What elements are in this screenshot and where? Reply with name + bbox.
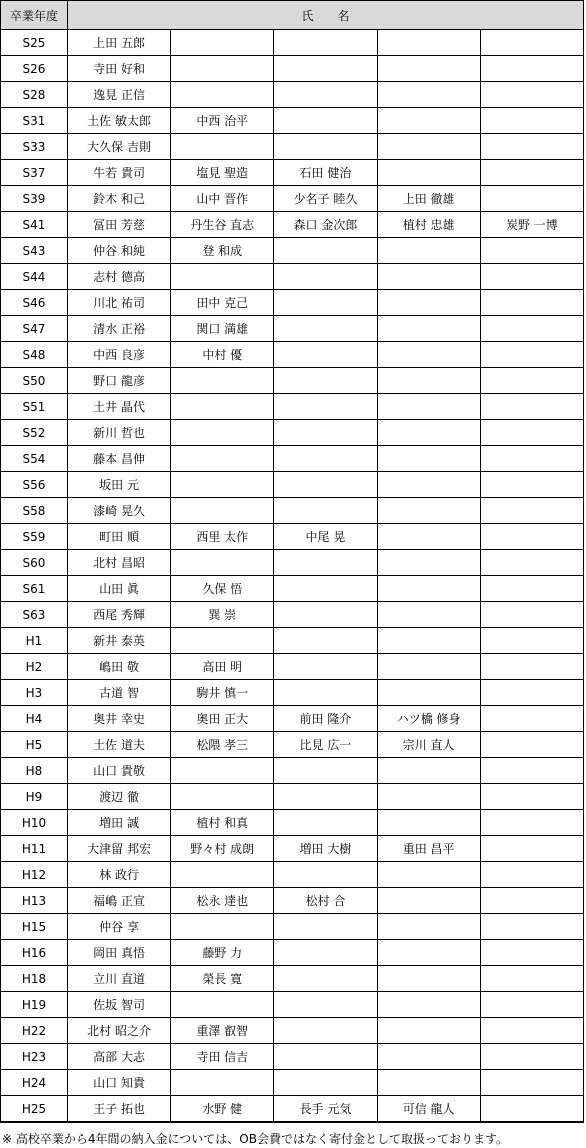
name-cell: [480, 56, 583, 82]
year-cell: H3: [1, 680, 68, 706]
name-cell: [274, 654, 377, 680]
name-cell: 土井 晶代: [68, 394, 171, 420]
year-cell: H10: [1, 810, 68, 836]
name-cell: [377, 472, 480, 498]
table-row: [1, 290, 584, 316]
name-cell: 少名子 睦久: [274, 186, 377, 212]
table-row: [1, 628, 584, 654]
name-cell: 川北 祐司: [68, 290, 171, 316]
name-cell: [377, 30, 480, 56]
name-cell: [171, 30, 274, 56]
name-cell: 中村 優: [171, 342, 274, 368]
year-cell: H15: [1, 914, 68, 940]
name-cell: 土佐 道夫: [68, 732, 171, 758]
name-cell: 嶋田 敬: [68, 654, 171, 680]
name-cell: [274, 446, 377, 472]
name-cell: [274, 108, 377, 134]
name-cell: 漆崎 晃久: [68, 498, 171, 524]
year-cell: S41: [1, 212, 68, 238]
table-row: [1, 1096, 584, 1123]
name-cell: [377, 654, 480, 680]
name-cell: [480, 134, 583, 160]
year-cell: S58: [1, 498, 68, 524]
year-cell: S33: [1, 134, 68, 160]
name-cell: [480, 30, 583, 56]
table-row: [1, 524, 584, 550]
name-cell: [274, 238, 377, 264]
name-cell: [480, 472, 583, 498]
year-cell: S63: [1, 602, 68, 628]
name-cell: [171, 784, 274, 810]
name-cell: 塩見 聖造: [171, 160, 274, 186]
name-cell: [274, 862, 377, 888]
name-cell: [171, 56, 274, 82]
name-cell: [274, 1044, 377, 1070]
year-cell: S39: [1, 186, 68, 212]
table-row: [1, 940, 584, 966]
year-cell: S25: [1, 30, 68, 56]
year-cell: S50: [1, 368, 68, 394]
table-header-row: [1, 1, 584, 30]
year-cell: H8: [1, 758, 68, 784]
name-cell: [480, 888, 583, 914]
name-cell: [171, 82, 274, 108]
name-cell: 仲谷 享: [68, 914, 171, 940]
name-cell: [377, 394, 480, 420]
name-cell: [480, 394, 583, 420]
year-cell: H4: [1, 706, 68, 732]
table-row: [1, 472, 584, 498]
year-cell: S47: [1, 316, 68, 342]
name-cell: 清水 正裕: [68, 316, 171, 342]
table-row: [1, 264, 584, 290]
name-cell: 松永 達也: [171, 888, 274, 914]
year-cell: H5: [1, 732, 68, 758]
name-cell: [480, 628, 583, 654]
name-cell: [274, 290, 377, 316]
name-cell: [274, 628, 377, 654]
name-cell: [377, 602, 480, 628]
name-cell: [377, 1070, 480, 1096]
table-row: [1, 680, 584, 706]
name-cell: [377, 134, 480, 160]
name-cell: ハツ橋 修身: [377, 706, 480, 732]
year-cell: H16: [1, 940, 68, 966]
table-row: [1, 862, 584, 888]
name-cell: 増田 大樹: [274, 836, 377, 862]
name-cell: [377, 1044, 480, 1070]
year-cell: S26: [1, 56, 68, 82]
name-cell: [274, 368, 377, 394]
table-row: [1, 836, 584, 862]
name-cell: [480, 862, 583, 888]
table-row: [1, 966, 584, 992]
name-cell: [377, 862, 480, 888]
name-cell: [377, 940, 480, 966]
name-cell: 坂田 元: [68, 472, 171, 498]
name-cell: [274, 1018, 377, 1044]
name-cell: [377, 264, 480, 290]
table-row: [1, 368, 584, 394]
name-cell: [274, 550, 377, 576]
table-row: [1, 316, 584, 342]
name-cell: [274, 316, 377, 342]
year-cell: S43: [1, 238, 68, 264]
name-cell: 山田 眞: [68, 576, 171, 602]
name-cell: [171, 420, 274, 446]
name-cell: 巽 崇: [171, 602, 274, 628]
name-cell: 中尾 晃: [274, 524, 377, 550]
year-cell: S37: [1, 160, 68, 186]
name-cell: [171, 472, 274, 498]
name-cell: [377, 576, 480, 602]
name-cell: 西尾 秀輝: [68, 602, 171, 628]
name-cell: 高部 大志: [68, 1044, 171, 1070]
name-cell: [480, 836, 583, 862]
name-cell: 上田 徹雄: [377, 186, 480, 212]
name-cell: [171, 992, 274, 1018]
name-cell: [480, 108, 583, 134]
name-cell: [171, 862, 274, 888]
name-cell: [377, 524, 480, 550]
year-cell: H2: [1, 654, 68, 680]
name-cell: 水野 健: [171, 1096, 274, 1123]
name-cell: 土佐 敏太郎: [68, 108, 171, 134]
name-cell: 新川 哲也: [68, 420, 171, 446]
name-cell: [480, 706, 583, 732]
name-cell: 町田 順: [68, 524, 171, 550]
name-cell: 前田 隆介: [274, 706, 377, 732]
name-cell: 田中 克己: [171, 290, 274, 316]
name-cell: [480, 550, 583, 576]
table-row: [1, 56, 584, 82]
name-cell: [274, 30, 377, 56]
name-cell: [480, 238, 583, 264]
name-cell: [377, 966, 480, 992]
name-cell: [480, 420, 583, 446]
name-cell: 植村 和真: [171, 810, 274, 836]
name-cell: 中西 治平: [171, 108, 274, 134]
name-cell: [377, 316, 480, 342]
name-cell: [480, 758, 583, 784]
name-cell: [377, 160, 480, 186]
name-cell: [171, 394, 274, 420]
name-cell: 牛若 貴司: [68, 160, 171, 186]
name-cell: [377, 498, 480, 524]
name-cell: [171, 914, 274, 940]
name-cell: [480, 602, 583, 628]
name-cell: [377, 56, 480, 82]
name-cell: 岡田 真悟: [68, 940, 171, 966]
name-cell: [171, 368, 274, 394]
name-cell: [480, 316, 583, 342]
name-cell: [377, 108, 480, 134]
name-cell: 藤野 力: [171, 940, 274, 966]
name-cell: [480, 368, 583, 394]
name-cell: 大久保 吉則: [68, 134, 171, 160]
name-cell: 志村 德高: [68, 264, 171, 290]
year-cell: S60: [1, 550, 68, 576]
name-cell: [377, 82, 480, 108]
name-cell: [480, 446, 583, 472]
table-row: [1, 1018, 584, 1044]
name-cell: [274, 1070, 377, 1096]
name-cell: [377, 784, 480, 810]
table-row: [1, 342, 584, 368]
name-cell: [274, 264, 377, 290]
year-cell: S31: [1, 108, 68, 134]
name-cell: 渡辺 徹: [68, 784, 171, 810]
name-cell: 仲谷 和純: [68, 238, 171, 264]
name-cell: [480, 342, 583, 368]
name-cell: 逸見 正信: [68, 82, 171, 108]
name-cell: 山口 貴敬: [68, 758, 171, 784]
name-cell: [274, 82, 377, 108]
name-cell: [480, 914, 583, 940]
name-cell: [171, 446, 274, 472]
name-cell: 林 政行: [68, 862, 171, 888]
year-cell: S61: [1, 576, 68, 602]
name-cell: [377, 758, 480, 784]
name-cell: 重澤 叡智: [171, 1018, 274, 1044]
name-cell: 比見 広一: [274, 732, 377, 758]
name-cell: [274, 394, 377, 420]
name-cell: 福嶋 正宣: [68, 888, 171, 914]
name-cell: [377, 368, 480, 394]
name-cell: [480, 1070, 583, 1096]
table-row: [1, 82, 584, 108]
table-row: [1, 30, 584, 56]
table-row: [1, 992, 584, 1018]
table-row: [1, 758, 584, 784]
name-cell: [171, 550, 274, 576]
name-cell: 山中 晋作: [171, 186, 274, 212]
table-row: [1, 212, 584, 238]
name-cell: [480, 680, 583, 706]
name-cell: [480, 264, 583, 290]
year-cell: S56: [1, 472, 68, 498]
name-cell: 野口 龍彦: [68, 368, 171, 394]
name-cell: 関口 満雄: [171, 316, 274, 342]
table-row: [1, 160, 584, 186]
name-cell: [377, 1018, 480, 1044]
name-cell: 榮長 寛: [171, 966, 274, 992]
year-cell: H12: [1, 862, 68, 888]
name-cell: [274, 914, 377, 940]
name-cell: [480, 784, 583, 810]
table-row: [1, 810, 584, 836]
table-row: [1, 888, 584, 914]
table-row: [1, 1044, 584, 1070]
name-cell: [274, 602, 377, 628]
table-row: [1, 238, 584, 264]
name-cell: 石田 健治: [274, 160, 377, 186]
name-cell: 駒井 慎一: [171, 680, 274, 706]
name-cell: 野々村 成朗: [171, 836, 274, 862]
name-cell: [377, 290, 480, 316]
name-cell: 長手 元気: [274, 1096, 377, 1123]
name-cell: 松隈 孝三: [171, 732, 274, 758]
name-cell: [274, 758, 377, 784]
year-cell: H25: [1, 1096, 68, 1123]
name-cell: 新井 泰英: [68, 628, 171, 654]
name-cell: [377, 810, 480, 836]
table-row: [1, 576, 584, 602]
name-cell: [274, 680, 377, 706]
name-cell: [377, 680, 480, 706]
year-cell: H22: [1, 1018, 68, 1044]
name-cell: [480, 576, 583, 602]
name-cell: 冨田 芳慈: [68, 212, 171, 238]
name-cell: 久保 悟: [171, 576, 274, 602]
name-cell: [274, 992, 377, 1018]
name-cell: 王子 拓也: [68, 1096, 171, 1123]
year-cell: S44: [1, 264, 68, 290]
year-cell: H18: [1, 966, 68, 992]
name-cell: [377, 914, 480, 940]
table-row: [1, 914, 584, 940]
year-cell: H13: [1, 888, 68, 914]
name-cell: [274, 940, 377, 966]
name-cell: [480, 732, 583, 758]
name-cell: [377, 342, 480, 368]
name-cell: [171, 498, 274, 524]
year-cell: S54: [1, 446, 68, 472]
name-cell: 奥田 正大: [171, 706, 274, 732]
year-cell: H24: [1, 1070, 68, 1096]
name-cell: [480, 1018, 583, 1044]
name-cell: [480, 1096, 583, 1123]
name-cell: 鈴木 和己: [68, 186, 171, 212]
year-cell: H1: [1, 628, 68, 654]
name-cell: 炭野 一博: [480, 212, 583, 238]
year-cell: S46: [1, 290, 68, 316]
name-cell: [171, 1070, 274, 1096]
year-cell: S59: [1, 524, 68, 550]
year-cell: H19: [1, 992, 68, 1018]
name-cell: [480, 992, 583, 1018]
name-cell: [377, 628, 480, 654]
name-cell: 増田 誠: [68, 810, 171, 836]
name-cell: [171, 264, 274, 290]
name-cell: [274, 784, 377, 810]
name-cell: [274, 810, 377, 836]
table-row: [1, 134, 584, 160]
name-cell: [274, 966, 377, 992]
name-cell: 上田 五郎: [68, 30, 171, 56]
year-cell: S28: [1, 82, 68, 108]
year-cell: H9: [1, 784, 68, 810]
year-column-header: 卒業年度: [1, 1, 68, 30]
name-cell: [480, 654, 583, 680]
name-cell: 山口 知貴: [68, 1070, 171, 1096]
table-row: [1, 654, 584, 680]
table-row: [1, 108, 584, 134]
name-cell: 宗川 直人: [377, 732, 480, 758]
name-cell: 中西 良彦: [68, 342, 171, 368]
name-cell: 古道 智: [68, 680, 171, 706]
name-cell: 寺田 好和: [68, 56, 171, 82]
year-cell: S48: [1, 342, 68, 368]
name-cell: [171, 134, 274, 160]
name-cell: 大津留 邦宏: [68, 836, 171, 862]
table-row: [1, 602, 584, 628]
table-row: [1, 550, 584, 576]
name-cell: [274, 498, 377, 524]
footnote: ※ 高校卒業から4年間の納入金については、OB会費ではなく寄付金として取扱っております。: [2, 1132, 508, 1146]
year-cell: H11: [1, 836, 68, 862]
name-cell: [274, 342, 377, 368]
name-cell: [171, 628, 274, 654]
name-cell: [480, 82, 583, 108]
name-cell: [377, 420, 480, 446]
name-cell: 登 和成: [171, 238, 274, 264]
name-cell: 立川 直道: [68, 966, 171, 992]
name-cell: [480, 498, 583, 524]
name-cell: [274, 420, 377, 446]
name-cell: 森口 金次郎: [274, 212, 377, 238]
name-cell: 藤本 昌伸: [68, 446, 171, 472]
table-row: [1, 446, 584, 472]
year-cell: S51: [1, 394, 68, 420]
name-cell: [171, 758, 274, 784]
name-cell: [274, 472, 377, 498]
name-cell: 松村 合: [274, 888, 377, 914]
year-cell: H23: [1, 1044, 68, 1070]
year-cell: S52: [1, 420, 68, 446]
name-cell: [377, 888, 480, 914]
name-cell: [480, 1044, 583, 1070]
name-cell: [480, 524, 583, 550]
name-cell: [480, 966, 583, 992]
name-cell: 西里 太作: [171, 524, 274, 550]
table-row: [1, 394, 584, 420]
name-cell: 可信 龍人: [377, 1096, 480, 1123]
table-row: [1, 1070, 584, 1096]
name-cell: 北村 昌昭: [68, 550, 171, 576]
name-cell: 寺田 信吉: [171, 1044, 274, 1070]
name-cell: [480, 810, 583, 836]
table-row: [1, 784, 584, 810]
table-row: [1, 420, 584, 446]
name-cell: 植村 忠雄: [377, 212, 480, 238]
name-cell: [377, 446, 480, 472]
name-cell: 高田 明: [171, 654, 274, 680]
name-cell: 北村 昭之介: [68, 1018, 171, 1044]
table-row: [1, 186, 584, 212]
name-cell: 奥井 幸史: [68, 706, 171, 732]
name-cell: [274, 134, 377, 160]
table-row: [1, 732, 584, 758]
name-cell: [274, 576, 377, 602]
name-column-header: 氏 名: [68, 1, 584, 30]
name-cell: 重田 昌平: [377, 836, 480, 862]
table-row: [1, 498, 584, 524]
name-cell: 丹生谷 直志: [171, 212, 274, 238]
name-cell: [480, 186, 583, 212]
name-cell: [377, 992, 480, 1018]
name-cell: [377, 550, 480, 576]
table-row: [1, 706, 584, 732]
name-cell: [377, 238, 480, 264]
name-cell: [274, 56, 377, 82]
name-cell: 佐坂 智司: [68, 992, 171, 1018]
name-cell: [480, 160, 583, 186]
name-cell: [480, 940, 583, 966]
name-cell: [480, 290, 583, 316]
roster-body: [1, 30, 584, 1123]
